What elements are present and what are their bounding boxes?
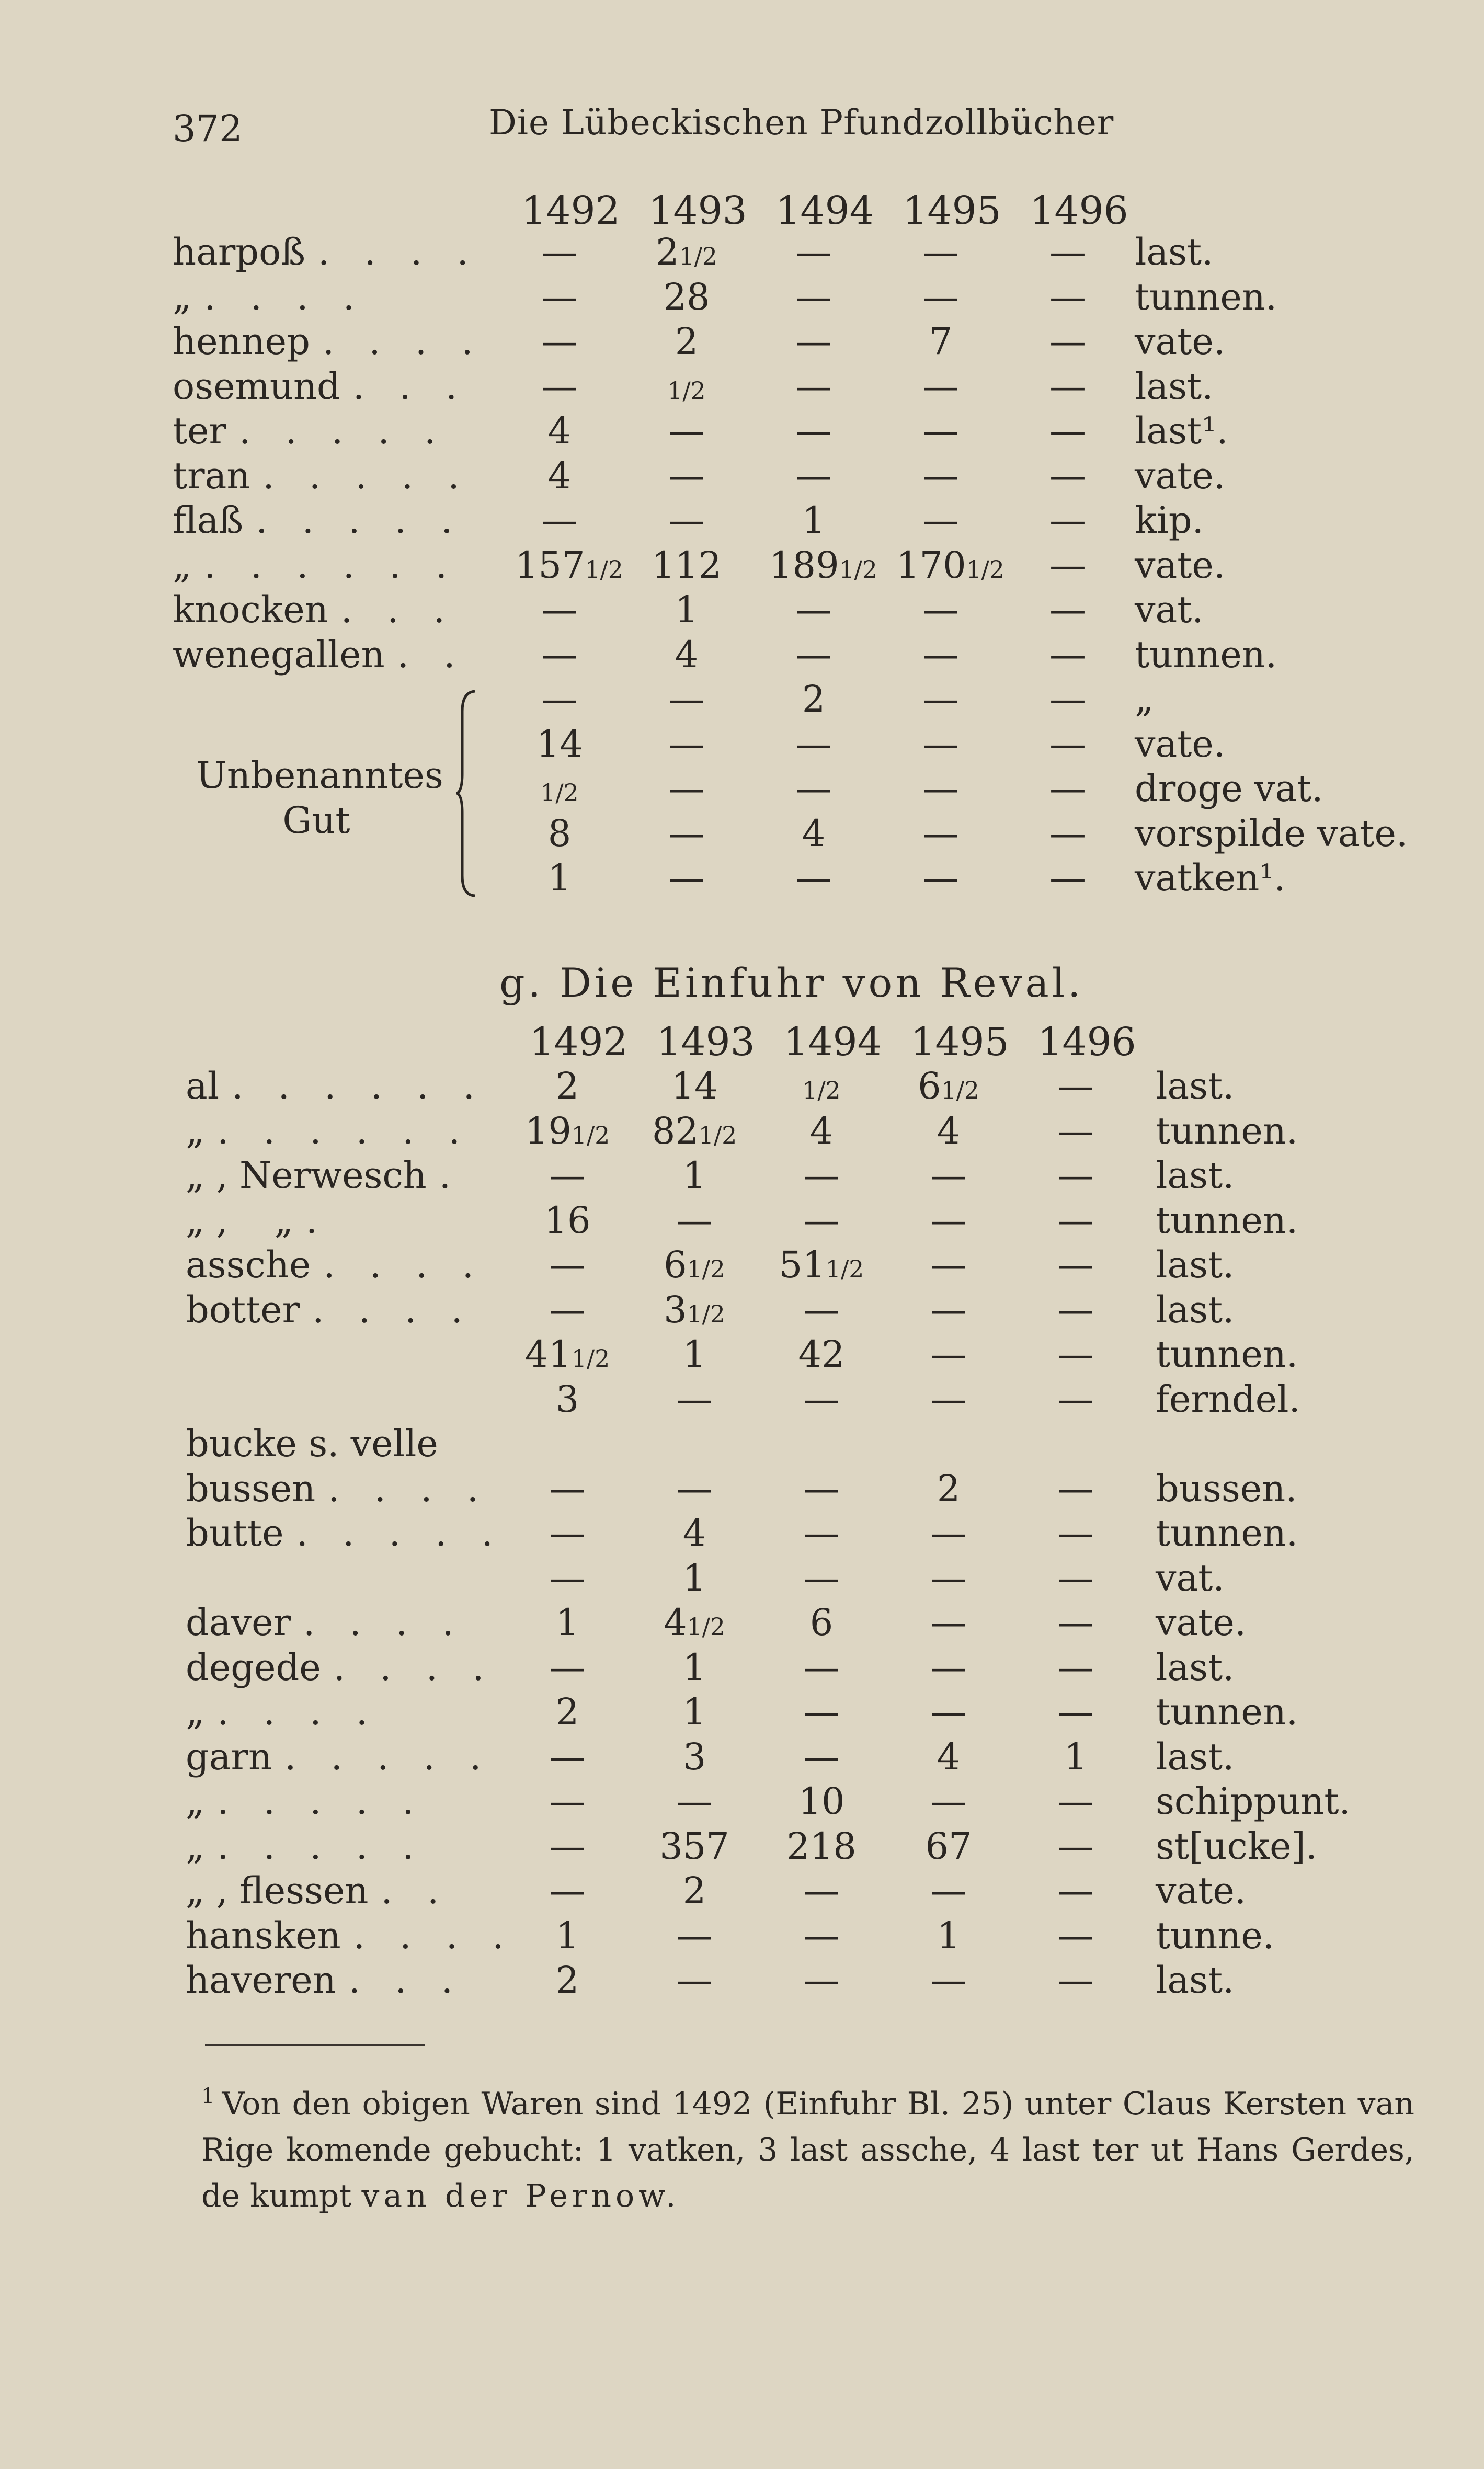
commodity-label: bucke s. velle — [186, 1422, 438, 1465]
value-1496: — — [1057, 1824, 1094, 1868]
commodity-label: al . . . . . . — [186, 1065, 486, 1107]
unit-label: ferndel. — [1156, 1377, 1300, 1421]
table-row — [186, 1690, 1441, 1735]
unit-label: vat. — [1156, 1556, 1225, 1599]
commodity-label: wenegallen . . — [173, 633, 467, 676]
value-1494: — — [803, 1735, 840, 1778]
commodity-label: flaß . . . . . — [173, 499, 464, 542]
running-header: Die Lübeckischen Pfundzollbücher — [489, 102, 1114, 143]
year-1496: 1496 — [1037, 1020, 1136, 1065]
value-1495: — — [922, 811, 959, 855]
value-1493: 21/2 — [656, 231, 717, 273]
footnote-text-spaced: van der Pernow. — [361, 2178, 680, 2214]
value-1492: — — [549, 1467, 586, 1510]
table-row — [186, 1109, 1441, 1154]
value-1493: — — [668, 767, 705, 810]
value-1492: 16 — [544, 1198, 591, 1242]
table-row — [186, 1243, 1441, 1288]
value-1492: — — [549, 1824, 586, 1868]
value-1493: — — [668, 499, 705, 542]
commodity-label: degede . . . . — [186, 1645, 496, 1689]
table-row — [186, 1779, 1441, 1824]
value-1495: 67 — [925, 1824, 972, 1868]
value-1496: — — [1057, 1243, 1094, 1286]
value-1493: 28 — [663, 275, 710, 318]
table-row — [186, 1556, 1441, 1601]
commodity-label: „ . . . . . . — [173, 543, 459, 587]
value-1494: — — [803, 1377, 840, 1421]
value-1495: — — [930, 1154, 967, 1197]
unit-label: last. — [1135, 364, 1214, 408]
value-1496: — — [1057, 1601, 1094, 1644]
value-1493: 14 — [671, 1065, 718, 1107]
value-1493: — — [668, 811, 705, 855]
table-row — [186, 1511, 1441, 1556]
table-row — [186, 1869, 1441, 1914]
value-1492: 1 — [555, 1914, 579, 1957]
value-1493: — — [668, 856, 705, 899]
value-1496: — — [1049, 231, 1086, 273]
unit-label: vate. — [1135, 454, 1226, 497]
value-1496: — — [1049, 856, 1086, 899]
value-1495: — — [922, 767, 959, 810]
unit-label: vate. — [1156, 1601, 1247, 1644]
value-1496: — — [1057, 1645, 1094, 1689]
value-1494: — — [795, 454, 832, 497]
commodity-label: hennep . . . . — [173, 320, 485, 363]
unit-label: last. — [1156, 1243, 1235, 1286]
table-row — [173, 275, 1428, 320]
year-1492: 1492 — [529, 1020, 628, 1065]
value-1493: 2 — [682, 1869, 706, 1912]
table-row — [186, 1422, 1441, 1467]
unit-label: vate. — [1135, 543, 1226, 587]
value-1495: — — [930, 1377, 967, 1421]
unit-label: vorspilde vate. — [1135, 811, 1408, 855]
table-row — [173, 677, 1428, 722]
value-1493: 2 — [675, 320, 699, 363]
unit-label: „ — [1135, 678, 1154, 721]
value-1496: — — [1057, 1690, 1094, 1733]
year-1495: 1495 — [910, 1020, 1009, 1065]
value-1494: — — [803, 1869, 840, 1912]
value-1493: 1 — [682, 1690, 706, 1733]
value-1493: 1/2 — [667, 376, 706, 405]
value-1496: — — [1057, 1065, 1094, 1107]
unit-label: tunnen. — [1156, 1512, 1298, 1554]
value-1494: 2 — [802, 678, 826, 721]
value-1492: — — [541, 275, 578, 318]
table-row — [186, 1958, 1441, 2003]
unit-label: st[ucke]. — [1156, 1824, 1318, 1868]
value-1494: — — [795, 588, 832, 631]
value-1493: 1 — [682, 1333, 706, 1376]
value-1495: 1 — [937, 1914, 961, 1957]
value-1495: 61/2 — [918, 1065, 979, 1107]
value-1492: 191/2 — [524, 1109, 610, 1152]
value-1496: — — [1049, 722, 1086, 765]
table-row — [186, 1064, 1441, 1109]
value-1494: — — [795, 633, 832, 676]
footnote — [201, 2073, 1414, 2219]
value-1492: — — [541, 364, 578, 408]
commodity-label: „ , Nerwesch . — [186, 1154, 462, 1197]
value-1492: — — [541, 588, 578, 631]
value-1496: — — [1057, 1109, 1094, 1152]
table-row — [186, 1645, 1441, 1690]
year-1493: 1493 — [648, 188, 747, 233]
value-1493: 1 — [682, 1645, 706, 1689]
value-1493: 1 — [682, 1556, 706, 1599]
section-title: g. Die Einfuhr von Reval. — [499, 959, 1084, 1006]
value-1492: — — [541, 231, 578, 273]
value-1495: — — [930, 1288, 967, 1331]
unit-label: last. — [1156, 1735, 1235, 1778]
value-1496: — — [1057, 1959, 1094, 2002]
value-1492: — — [541, 320, 578, 363]
value-1493: — — [668, 409, 705, 452]
year-1496: 1496 — [1030, 188, 1128, 233]
unit-label: last¹. — [1135, 409, 1228, 452]
value-1495: — — [930, 1645, 967, 1689]
value-1492: — — [541, 499, 578, 542]
value-1492: 4 — [547, 454, 572, 497]
year-1494: 1494 — [775, 188, 874, 233]
value-1492: 2 — [555, 1959, 579, 2002]
value-1493: — — [676, 1780, 713, 1823]
value-1492: — — [549, 1243, 586, 1286]
commodity-label: hansken . . . . — [186, 1914, 516, 1957]
unit-label: last. — [1156, 1065, 1235, 1107]
commodity-label: „ , „ . — [186, 1198, 329, 1242]
value-1493: 357 — [659, 1824, 729, 1868]
value-1495: — — [930, 1198, 967, 1242]
table-row — [186, 1288, 1441, 1333]
value-1495: — — [930, 1333, 967, 1376]
value-1496: — — [1049, 811, 1086, 855]
value-1494: — — [795, 409, 832, 452]
value-1496: — — [1049, 543, 1086, 587]
value-1493: — — [668, 454, 705, 497]
value-1494: — — [795, 767, 832, 810]
unit-label: vatken¹. — [1135, 856, 1286, 899]
value-1492: 14 — [536, 722, 583, 765]
commodity-label: haveren . . . — [186, 1959, 465, 2002]
commodity-label: „ . . . . . . — [186, 1109, 472, 1152]
value-1495: — — [930, 1780, 967, 1823]
commodity-label: butte . . . . . — [186, 1512, 505, 1554]
unit-label: tunnen. — [1156, 1690, 1298, 1733]
value-1495: 4 — [937, 1109, 961, 1152]
table-row — [173, 543, 1428, 588]
value-1496: — — [1057, 1556, 1094, 1599]
commodity-label: botter . . . . — [186, 1288, 474, 1331]
value-1494: 42 — [798, 1333, 845, 1376]
value-1493: 41/2 — [664, 1601, 725, 1644]
value-1494: — — [803, 1512, 840, 1554]
value-1494: — — [795, 364, 832, 408]
value-1492: 1 — [547, 856, 572, 899]
value-1494: 1/2 — [802, 1077, 841, 1104]
value-1494: — — [795, 856, 832, 899]
footnote-rule — [205, 2044, 425, 2046]
value-1495: — — [930, 1690, 967, 1733]
footnote-mark: 1 — [201, 2084, 215, 2108]
value-1495: — — [922, 409, 959, 452]
table-row — [173, 454, 1428, 499]
value-1494: — — [803, 1154, 840, 1197]
value-1493: — — [676, 1467, 713, 1510]
value-1493: 1 — [675, 588, 699, 631]
value-1496: — — [1057, 1780, 1094, 1823]
table-row — [173, 588, 1428, 633]
value-1495: — — [922, 633, 959, 676]
table-row — [173, 856, 1428, 901]
commodity-label: ter . . . . . — [173, 409, 448, 452]
commodity-label — [186, 1377, 198, 1422]
unit-label: vate. — [1135, 320, 1226, 363]
unit-label: vate. — [1156, 1869, 1247, 1912]
value-1493: 31/2 — [664, 1288, 725, 1331]
value-1496: — — [1057, 1869, 1094, 1912]
value-1495: 4 — [937, 1735, 961, 1778]
value-1493: 4 — [682, 1512, 706, 1554]
table-row — [173, 230, 1428, 275]
value-1493: — — [676, 1959, 713, 2002]
unit-label: tunnen. — [1135, 275, 1277, 318]
value-1494: 6 — [809, 1601, 834, 1644]
value-1494: — — [795, 231, 832, 273]
commodity-label: daver . . . . — [186, 1601, 465, 1644]
value-1496: — — [1049, 320, 1086, 363]
value-1494: — — [803, 1467, 840, 1510]
year-1492: 1492 — [521, 188, 620, 233]
value-1493: 112 — [652, 543, 722, 587]
unit-label: last. — [1135, 231, 1214, 273]
year-1494: 1494 — [783, 1020, 882, 1065]
unit-label: last. — [1156, 1154, 1235, 1197]
table-row — [186, 1198, 1441, 1243]
unit-label: tunnen. — [1135, 633, 1277, 676]
value-1492: 1/2 — [540, 779, 579, 807]
value-1496: — — [1049, 499, 1086, 542]
value-1492: — — [549, 1154, 586, 1197]
unit-label: tunnen. — [1156, 1333, 1298, 1376]
table-row — [186, 1377, 1441, 1422]
value-1492: — — [549, 1645, 586, 1689]
commodity-label — [186, 1556, 198, 1601]
value-1494: 1891/2 — [769, 543, 877, 587]
value-1495: — — [930, 1869, 967, 1912]
value-1496: — — [1049, 409, 1086, 452]
value-1496: 1 — [1064, 1735, 1088, 1778]
table-row — [173, 409, 1428, 454]
value-1492: 4 — [547, 409, 572, 452]
value-1495: — — [930, 1512, 967, 1554]
unit-label: vat. — [1135, 588, 1204, 631]
unit-label: tunnen. — [1156, 1109, 1298, 1152]
value-1496: — — [1049, 454, 1086, 497]
page-number: 372 — [173, 107, 243, 150]
value-1496: — — [1049, 678, 1086, 721]
value-1494: — — [803, 1959, 840, 2002]
value-1496: — — [1057, 1512, 1094, 1554]
value-1495: — — [930, 1556, 967, 1599]
value-1496: — — [1057, 1333, 1094, 1376]
unit-label: droge vat. — [1135, 767, 1323, 810]
value-1495: 1701/2 — [896, 543, 1004, 587]
value-1495: — — [930, 1959, 967, 2002]
value-1492: 411/2 — [524, 1333, 610, 1376]
value-1495: — — [922, 364, 959, 408]
value-1495: — — [922, 588, 959, 631]
value-1492: — — [549, 1512, 586, 1554]
value-1494: — — [803, 1914, 840, 1957]
commodity-label: tran . . . . . — [173, 454, 471, 497]
value-1496: — — [1049, 364, 1086, 408]
value-1492: 1571/2 — [515, 543, 623, 587]
value-1493: — — [676, 1914, 713, 1957]
unbenanntes-gut-label: Unbenanntes Gut — [196, 754, 443, 842]
value-1495: — — [922, 499, 959, 542]
unit-label: kip. — [1135, 499, 1204, 542]
value-1493: — — [668, 722, 705, 765]
value-1495: — — [930, 1601, 967, 1644]
value-1494: — — [795, 722, 832, 765]
year-1493: 1493 — [656, 1020, 755, 1065]
value-1494: 511/2 — [779, 1243, 864, 1286]
unit-label: tunne. — [1156, 1914, 1275, 1957]
value-1492: — — [541, 678, 578, 721]
value-1494: — — [795, 320, 832, 363]
value-1495: 7 — [929, 320, 953, 363]
unit-label: vate. — [1135, 722, 1226, 765]
table-row — [186, 1824, 1441, 1869]
value-1495: — — [922, 454, 959, 497]
brace-bracket — [456, 690, 477, 897]
table-row — [173, 498, 1428, 543]
value-1493: 3 — [682, 1735, 706, 1778]
value-1495: — — [922, 722, 959, 765]
unit-label: bussen. — [1156, 1467, 1297, 1510]
table-row — [186, 1153, 1441, 1198]
value-1496: — — [1057, 1467, 1094, 1510]
value-1492: — — [549, 1288, 586, 1331]
value-1492: 1 — [555, 1601, 579, 1644]
table-row — [186, 1601, 1441, 1645]
commodity-label: assche . . . . — [186, 1243, 486, 1286]
value-1494: 218 — [786, 1824, 857, 1868]
value-1495: 2 — [937, 1467, 961, 1510]
table-row — [173, 319, 1428, 364]
unit-label: schippunt. — [1156, 1780, 1351, 1823]
value-1494: — — [803, 1198, 840, 1242]
commodity-label — [186, 1332, 198, 1377]
value-1494: 10 — [798, 1780, 845, 1823]
value-1496: — — [1049, 275, 1086, 318]
table-row — [173, 364, 1428, 409]
value-1496: — — [1049, 767, 1086, 810]
value-1492: — — [549, 1869, 586, 1912]
value-1492: 2 — [555, 1690, 579, 1733]
commodity-label: „ . . . . — [186, 1690, 380, 1733]
value-1493: — — [676, 1377, 713, 1421]
commodity-label: harpoß . . . . — [173, 231, 480, 273]
value-1496: — — [1057, 1914, 1094, 1957]
commodity-label: knocken . . . — [173, 588, 457, 631]
year-1495: 1495 — [903, 188, 1001, 233]
value-1495: — — [930, 1243, 967, 1286]
value-1493: — — [668, 678, 705, 721]
commodity-label: „ , flessen . . — [186, 1869, 451, 1912]
unit-label: last. — [1156, 1645, 1235, 1689]
unit-label: last. — [1156, 1959, 1235, 2002]
value-1493: 821/2 — [652, 1109, 737, 1152]
value-1493: 1 — [682, 1154, 706, 1197]
table-row — [186, 1735, 1441, 1780]
value-1492: — — [541, 633, 578, 676]
value-1495: — — [922, 275, 959, 318]
commodity-label: „ . . . . . — [186, 1780, 426, 1823]
table-row — [186, 1467, 1441, 1512]
reval-import-table — [186, 1064, 1441, 2003]
value-1492: — — [549, 1556, 586, 1599]
value-1496: — — [1057, 1198, 1094, 1242]
value-1496: — — [1049, 588, 1086, 631]
value-1495: — — [922, 231, 959, 273]
value-1492: 3 — [555, 1377, 579, 1421]
value-1494: 4 — [802, 811, 826, 855]
value-1493: 61/2 — [664, 1243, 725, 1286]
value-1492: — — [549, 1780, 586, 1823]
value-1494: 4 — [809, 1109, 834, 1152]
value-1494: — — [803, 1690, 840, 1733]
value-1494: 1 — [802, 499, 826, 542]
value-1494: — — [803, 1645, 840, 1689]
value-1495: — — [922, 678, 959, 721]
commodity-label: „ . . . . — [173, 275, 367, 318]
value-1494: — — [795, 275, 832, 318]
commodity-label: garn . . . . . — [186, 1735, 493, 1778]
value-1496: — — [1057, 1377, 1094, 1421]
commodity-label: bussen . . . . — [186, 1467, 490, 1510]
footnote-text: Von den obigen Waren sind 1492 (Einfuhr Bl. 25) unter Claus Kersten van Rige komende gebucht: 1 vatken, 3 last assche, 4 last ter ut Hans Gerdes, de kumpt — [201, 2086, 1414, 2214]
commodity-label: osemund . . . — [173, 364, 469, 408]
value-1494: — — [803, 1288, 840, 1331]
value-1492: 2 — [555, 1065, 579, 1107]
value-1492: — — [549, 1735, 586, 1778]
unit-label: tunnen. — [1156, 1198, 1298, 1242]
value-1496: — — [1049, 633, 1086, 676]
value-1493: 4 — [675, 633, 699, 676]
value-1494: — — [803, 1556, 840, 1599]
value-1495: — — [922, 856, 959, 899]
table-row — [186, 1332, 1441, 1377]
unit-label: last. — [1156, 1288, 1235, 1331]
table-row — [173, 633, 1428, 678]
value-1493: — — [676, 1198, 713, 1242]
year-header — [507, 188, 1143, 233]
year-header-reval — [515, 1020, 1150, 1065]
commodity-label: „ . . . . . — [186, 1824, 426, 1868]
table-row — [186, 1914, 1441, 1959]
value-1492: 8 — [547, 811, 572, 855]
value-1496: — — [1057, 1288, 1094, 1331]
value-1496: — — [1057, 1154, 1094, 1197]
